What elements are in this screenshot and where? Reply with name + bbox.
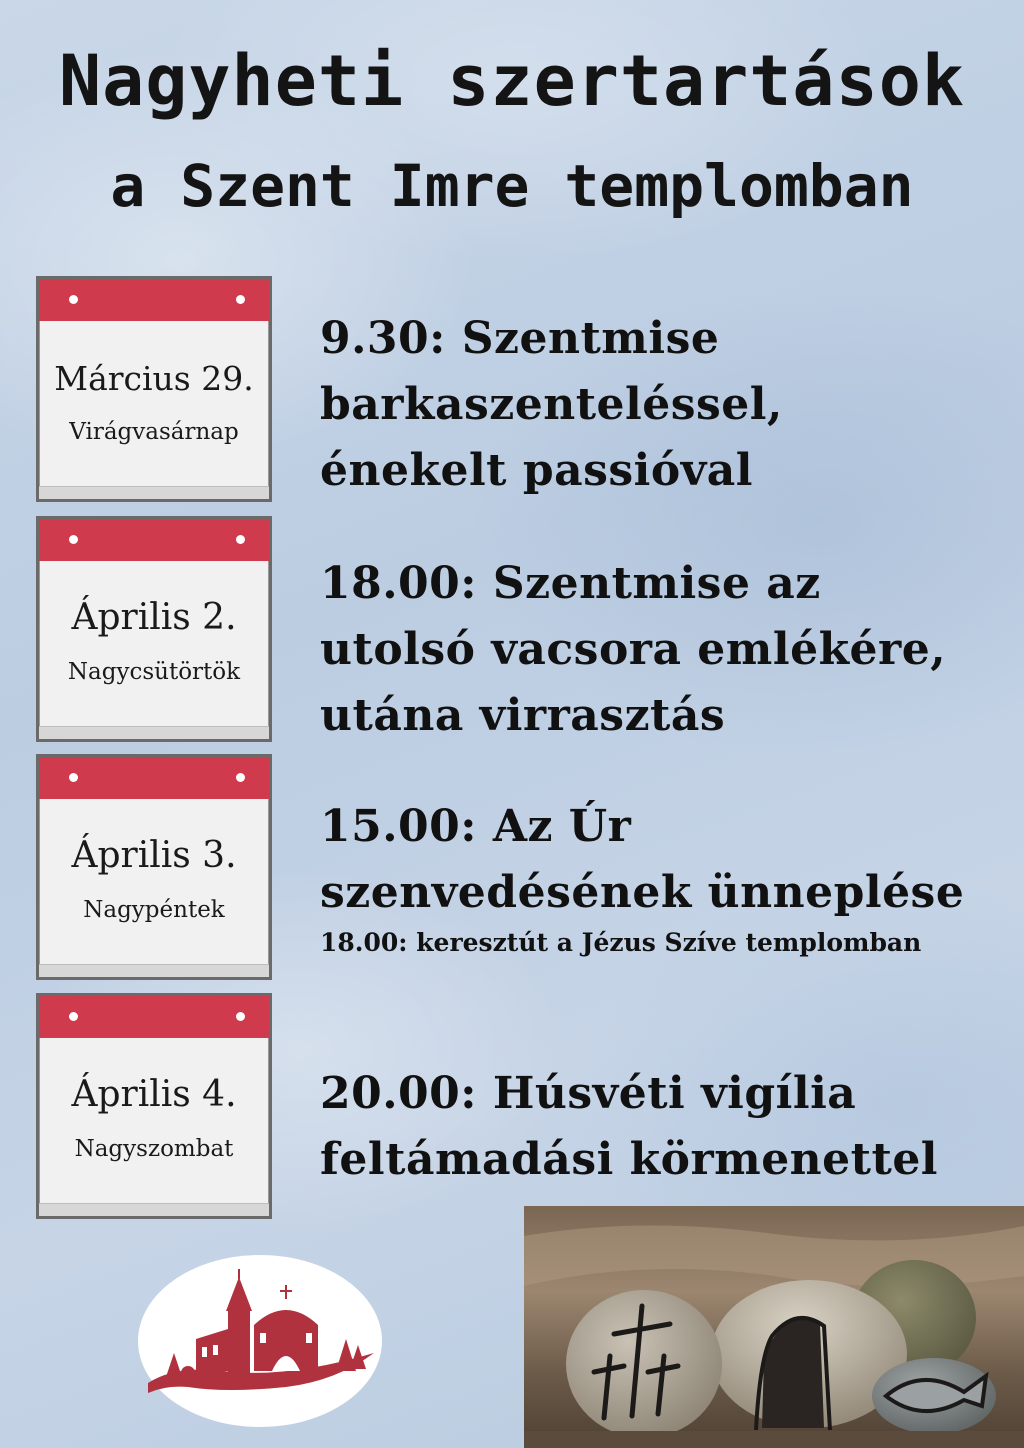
event-text-3 xyxy=(320,794,1010,926)
calendar-day-name: Nagypéntek xyxy=(83,897,225,923)
church-logo xyxy=(136,1253,384,1429)
calendar-header xyxy=(39,757,269,799)
calendar-header xyxy=(39,996,269,1038)
calendar-day-name: Virágvasárnap xyxy=(69,419,239,445)
calendar-date: Április 4. xyxy=(71,1074,237,1115)
poster-subtitle: a Szent Imre templomban xyxy=(110,152,914,220)
event-line: énekelt passióval xyxy=(320,445,753,496)
event-text-1 xyxy=(320,306,1010,504)
calendar-day-name: Nagycsütörtök xyxy=(67,659,241,685)
event-line: utána virrasztás xyxy=(320,690,726,741)
event-line: szenvedésének ünneplése xyxy=(320,867,965,918)
event-line: feltámadási körmenettel xyxy=(320,1134,939,1185)
event-line: 18.00: Szentmise az xyxy=(320,558,821,609)
calendar-card-4 xyxy=(36,993,272,1219)
calendar-card-3 xyxy=(36,754,272,980)
poster-title: Nagyheti szertartások xyxy=(58,40,965,122)
event-note: 18.00: keresztút a Jézus Szíve templomban xyxy=(320,928,922,957)
calendar-day-name: Nagyszombat xyxy=(74,1136,234,1162)
calendar-header xyxy=(39,279,269,321)
calendar-date: Március 29. xyxy=(54,359,254,398)
calendar-date: Április 2. xyxy=(71,597,237,638)
event-line: 15.00: Az Úr xyxy=(320,801,632,852)
calendar-card-1 xyxy=(36,276,272,502)
painted-easter-stones-photo xyxy=(524,1206,1024,1448)
calendar-header xyxy=(39,519,269,561)
calendar-date: Április 3. xyxy=(71,835,237,876)
event-text-4 xyxy=(320,1061,1010,1193)
event-line: 20.00: Húsvéti vigília xyxy=(320,1068,857,1119)
calendar-card-2 xyxy=(36,516,272,742)
event-line: utolsó vacsora emlékére, xyxy=(320,624,947,675)
event-line: barkaszenteléssel, xyxy=(320,379,783,430)
event-text-2 xyxy=(320,551,1010,749)
event-line: 9.30: Szentmise xyxy=(320,313,720,364)
